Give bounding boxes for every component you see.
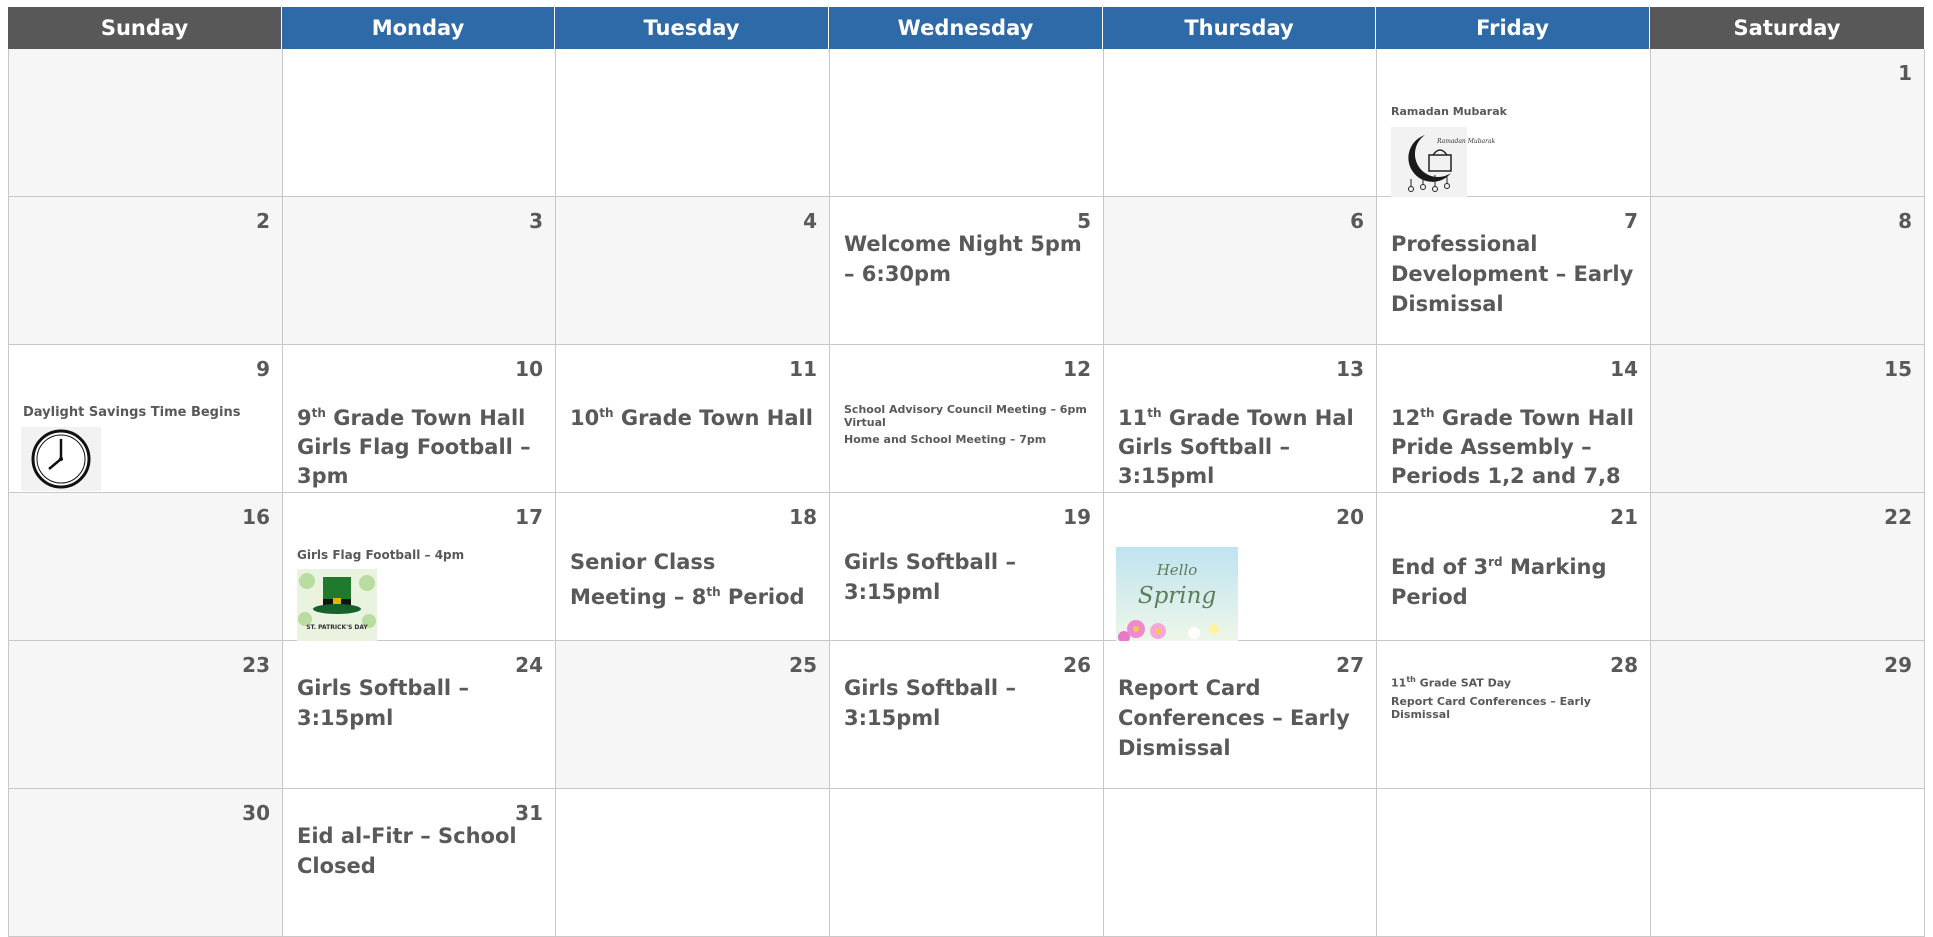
day-cell-23[interactable] <box>9 641 283 789</box>
day-cell-21[interactable] <box>1377 493 1651 641</box>
event-welcome-night: Welcome Night 5pm – 6:30pm <box>844 232 1082 286</box>
day-cell-19[interactable] <box>830 493 1104 641</box>
day-cell-10[interactable] <box>283 345 556 493</box>
day-number: 12 <box>1063 357 1091 381</box>
day-cell-28[interactable] <box>1377 641 1651 789</box>
day-cell-empty <box>830 49 1104 197</box>
day-number: 16 <box>242 505 270 529</box>
day-number: 30 <box>242 801 270 825</box>
day-cell-20[interactable] <box>1104 493 1377 641</box>
svg-text:ST. PATRICK'S DAY: ST. PATRICK'S DAY <box>306 624 368 631</box>
event-girls-softball: Girls Softball – 3:15pml <box>844 550 1016 604</box>
day-cell-8[interactable] <box>1651 197 1925 345</box>
day-number: 29 <box>1884 653 1912 677</box>
day-number: 22 <box>1884 505 1912 529</box>
day-cell-1[interactable] <box>1651 49 1925 197</box>
event-girls-softball: Girls Softball – 3:15pml <box>1118 435 1290 488</box>
day-cell-ramadan[interactable] <box>1377 49 1651 197</box>
day-cell-15[interactable] <box>1651 345 1925 493</box>
day-number: 2 <box>256 209 270 233</box>
event-girls-flag-football: Girls Flag Football – 3pm <box>297 435 531 488</box>
day-cell-27[interactable] <box>1104 641 1377 789</box>
event-pride-assembly: Pride Assembly – Periods 1,2 and 7,8 <box>1391 435 1621 488</box>
header-tuesday: Tuesday <box>555 7 829 49</box>
leprechaun-hat-icon <box>297 569 377 645</box>
day-cell-16[interactable] <box>9 493 283 641</box>
day-number: 13 <box>1336 357 1364 381</box>
day-cell-6[interactable] <box>1104 197 1377 345</box>
day-cell-empty <box>9 49 283 197</box>
day-cell-empty <box>1651 789 1925 937</box>
day-cell-empty <box>1377 789 1651 937</box>
day-cell-empty <box>1104 49 1377 197</box>
event-10th-grade-town-hall: 10th Grade Town Hall <box>570 406 813 430</box>
day-cell-empty <box>556 49 830 197</box>
day-cell-18[interactable] <box>556 493 830 641</box>
event-daylight-savings: Daylight Savings Time Begins <box>23 405 241 420</box>
day-cell-3[interactable] <box>283 197 556 345</box>
calendar <box>8 7 1928 937</box>
day-cell-empty <box>830 789 1104 937</box>
event-girls-softball: Girls Softball – 3:15pml <box>297 676 469 730</box>
header-friday: Friday <box>1376 7 1650 49</box>
header-saturday: Saturday <box>1650 7 1924 49</box>
event-12th-grade-town-hall: 12th Grade Town Hall <box>1391 406 1634 430</box>
calendar-grid <box>8 49 1928 937</box>
event-school-advisory-council: School Advisory Council Meeting – 6pm Virtual <box>844 403 1087 429</box>
event-11th-grade-sat-day: 11th Grade SAT Day <box>1391 675 1512 690</box>
day-cell-9[interactable] <box>9 345 283 493</box>
weekday-header-row <box>8 7 1928 49</box>
day-cell-30[interactable] <box>9 789 283 937</box>
event-end-of-marking-period: End of 3rd Marking Period <box>1391 555 1607 609</box>
crescent-moon-lantern-icon <box>1391 127 1496 201</box>
day-number: 26 <box>1063 653 1091 677</box>
event-girls-softball: Girls Softball – 3:15pml <box>844 676 1016 730</box>
svg-text:Ramadan Mubarak: Ramadan Mubarak <box>1437 138 1496 145</box>
event-report-card-conferences: Report Card Conferences – Early Dismissal <box>1391 695 1591 721</box>
day-number: 15 <box>1884 357 1912 381</box>
event-eid-al-fitr: Eid al-Fitr – School Closed <box>297 824 517 878</box>
day-cell-5[interactable] <box>830 197 1104 345</box>
day-number: 14 <box>1610 357 1638 381</box>
svg-text:Spring: Spring <box>1137 583 1217 609</box>
day-number: 24 <box>515 653 543 677</box>
day-cell-13[interactable] <box>1104 345 1377 493</box>
day-cell-empty <box>283 49 556 197</box>
day-number: 27 <box>1336 653 1364 677</box>
day-cell-31[interactable] <box>283 789 556 937</box>
day-number: 20 <box>1336 505 1364 529</box>
clock-icon <box>21 427 101 495</box>
day-cell-29[interactable] <box>1651 641 1925 789</box>
day-number: 5 <box>1077 209 1091 233</box>
day-cell-11[interactable] <box>556 345 830 493</box>
day-number: 3 <box>529 209 543 233</box>
day-cell-empty <box>1104 789 1377 937</box>
event-ramadan-mubarak: Ramadan Mubarak <box>1391 105 1507 118</box>
event-senior-class-meeting: Senior Class Meeting – 8th Period <box>570 550 805 609</box>
day-cell-14[interactable] <box>1377 345 1651 493</box>
day-number: 11 <box>789 357 817 381</box>
hello-spring-flowers-icon <box>1116 547 1238 645</box>
event-professional-development: Professional Development – Early Dismissal <box>1391 232 1634 316</box>
event-11th-grade-town-hall: 11th Grade Town Hal <box>1118 406 1354 430</box>
day-number: 23 <box>242 653 270 677</box>
day-number: 21 <box>1610 505 1638 529</box>
day-cell-empty <box>556 789 830 937</box>
header-thursday: Thursday <box>1103 7 1376 49</box>
svg-text:Hello: Hello <box>1156 561 1198 579</box>
day-cell-26[interactable] <box>830 641 1104 789</box>
day-number: 18 <box>789 505 817 529</box>
day-number: 17 <box>515 505 543 529</box>
day-cell-12[interactable] <box>830 345 1104 493</box>
day-cell-17[interactable] <box>283 493 556 641</box>
header-sunday: Sunday <box>8 7 282 49</box>
day-number: 6 <box>1350 209 1364 233</box>
day-number: 1 <box>1898 61 1912 85</box>
event-9th-grade-town-hall: 9th Grade Town Hall <box>297 406 526 430</box>
day-cell-24[interactable] <box>283 641 556 789</box>
day-number: 31 <box>515 801 543 825</box>
day-number: 25 <box>789 653 817 677</box>
day-cell-22[interactable] <box>1651 493 1925 641</box>
day-cell-7[interactable] <box>1377 197 1651 345</box>
day-cell-4[interactable] <box>556 197 830 345</box>
header-wednesday: Wednesday <box>829 7 1103 49</box>
event-girls-flag-football-4pm: Girls Flag Football – 4pm <box>297 548 465 562</box>
day-number: 4 <box>803 209 817 233</box>
day-cell-2[interactable] <box>9 197 283 345</box>
day-number: 28 <box>1610 653 1638 677</box>
header-monday: Monday <box>282 7 555 49</box>
event-home-and-school-meeting: Home and School Meeting – 7pm <box>844 433 1047 446</box>
day-number: 10 <box>515 357 543 381</box>
day-number: 7 <box>1624 209 1638 233</box>
event-report-card-conferences: Report Card Conferences – Early Dismissal <box>1118 676 1350 760</box>
day-number: 19 <box>1063 505 1091 529</box>
day-number: 9 <box>256 357 270 381</box>
day-number: 8 <box>1898 209 1912 233</box>
day-cell-25[interactable] <box>556 641 830 789</box>
